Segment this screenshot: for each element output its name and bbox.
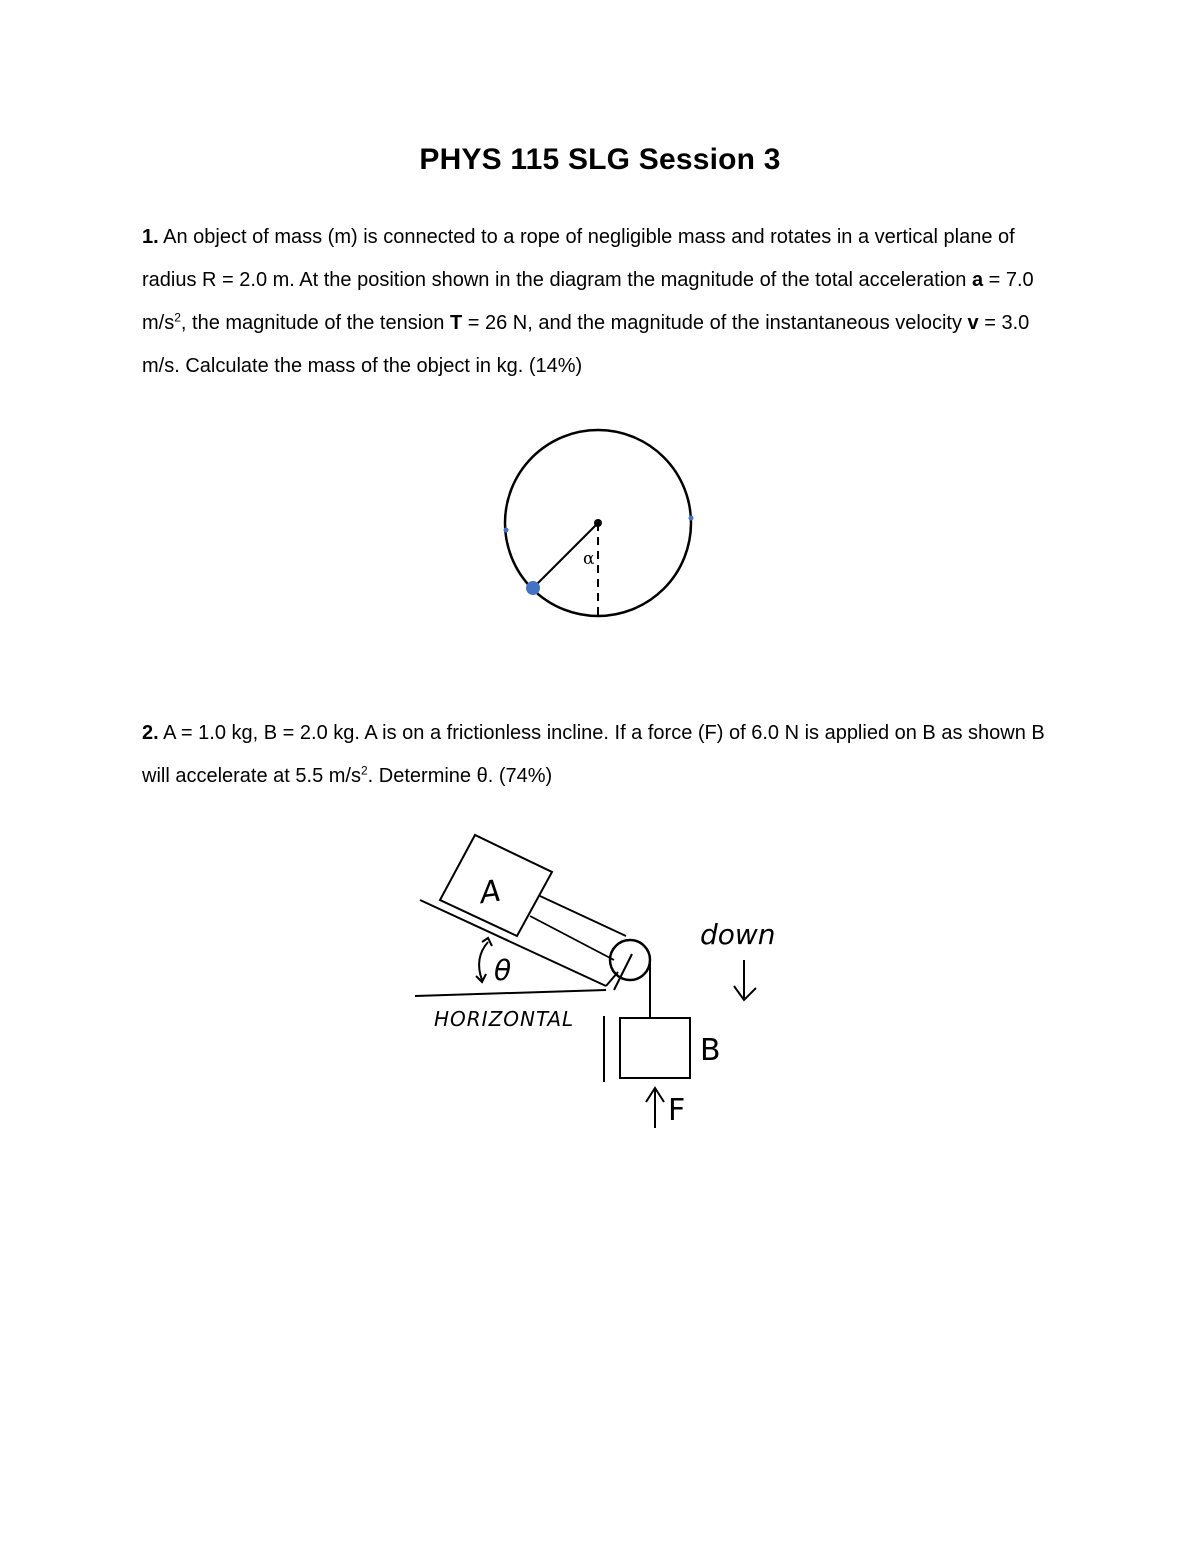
rope-upper [540, 896, 626, 936]
acceleration-symbol: a [971, 269, 984, 291]
circular-motion-diagram [495, 420, 705, 630]
force-label: F [668, 1093, 686, 1128]
question-1 [142, 216, 1072, 388]
center-point [594, 519, 602, 527]
tension-symbol: T [449, 312, 463, 334]
theta-label: θ [494, 954, 512, 987]
question-2-number: 2. [142, 722, 159, 744]
question-2 [142, 712, 1072, 798]
horizontal-line [415, 990, 606, 996]
velocity-symbol: v [967, 312, 979, 334]
question-1-number: 1. [142, 226, 159, 248]
question-2-superscript: 2 [360, 763, 368, 778]
right-marker [689, 516, 694, 521]
question-2-text-b: . Determine θ. (74%) [367, 765, 553, 787]
block-b-label: B [700, 1033, 721, 1068]
mass-dot [526, 581, 540, 595]
horizontal-label: HORIZONTAL [434, 1007, 575, 1031]
question-1-superscript: 2 [174, 310, 181, 325]
incline-pulley-diagram [400, 820, 800, 1140]
question-1-text-a: An object of mass (m) is connected to a rope of negligible mass and rotates in a vertical plane of radius R = 2.0 m. At the position shown in the diagram the magnitude of the total acceleration [142, 226, 1015, 291]
alpha-label: α [583, 549, 595, 569]
left-marker [504, 528, 509, 533]
question-1-text-b: = 7.0 m/s [142, 269, 1034, 334]
question-1-text-e: = 3.0 m/s. Calculate the mass of the object in kg. (14%) [142, 312, 1030, 377]
page-title: PHYS 115 SLG Session 3 [419, 143, 781, 176]
down-label: down [700, 918, 776, 951]
block-b [620, 1018, 690, 1078]
theta-arc [479, 942, 488, 980]
block-a-label: A [477, 873, 503, 912]
question-2-text-a: A = 1.0 kg, B = 2.0 kg. A is on a frictionless incline. If a force (F) of 6.0 N is applied on B as shown B will accelerate at 5.5 m/s [142, 722, 1045, 787]
question-1-text-c: , the magnitude of the tension [180, 312, 450, 334]
rope-lower [530, 916, 614, 960]
question-1-text-d: = 26 N, and the magnitude of the instantaneous velocity [462, 312, 968, 334]
